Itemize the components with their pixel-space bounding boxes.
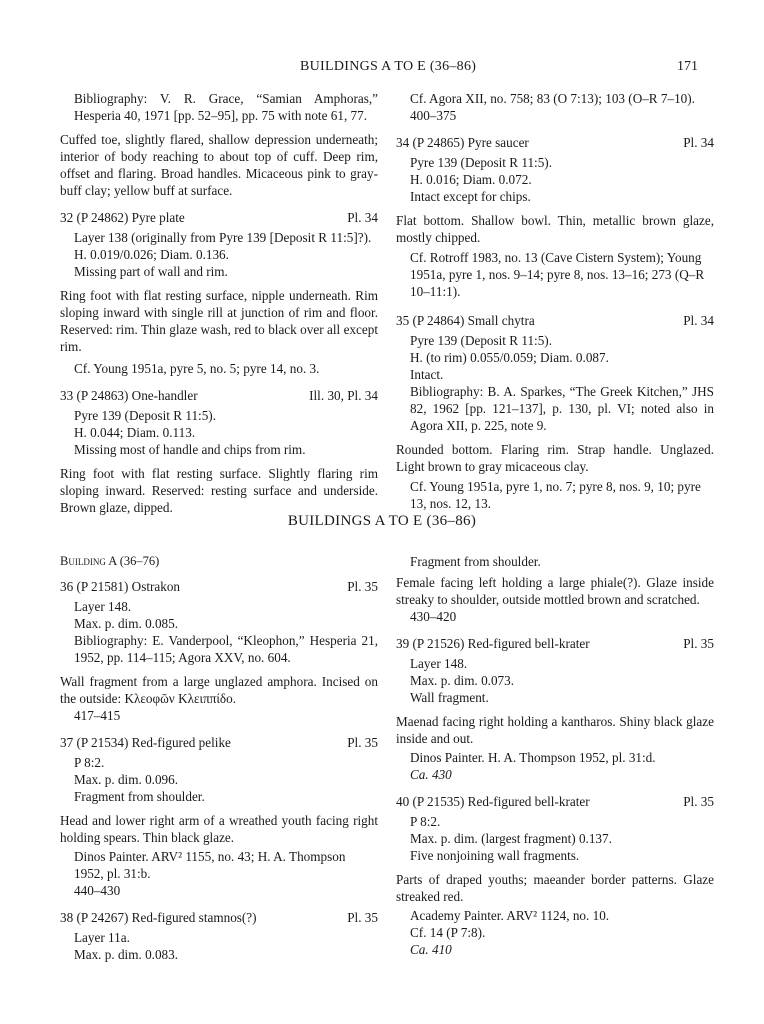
entry-33-context: Pyre 139 (Deposit R 11:5). xyxy=(74,408,216,423)
running-header xyxy=(0,59,764,79)
entry-34-plate: Pl. 34 xyxy=(683,135,714,150)
entry-38-title: 38 (P 24267) Red-figured stamnos(?) xyxy=(60,910,257,925)
entry-40-condition: Five nonjoining wall fragments. xyxy=(410,848,580,863)
entry-39-attribution: Dinos Painter. H. A. Thompson 1952, pl. 31:d. xyxy=(410,750,656,765)
entry-35-header xyxy=(396,312,714,329)
entry-40-dimensions: Max. p. dim. (largest fragment) 0.137. xyxy=(410,831,612,846)
entry-32-title: 32 (P 24862) Pyre plate xyxy=(60,210,185,225)
entry-39-date: Ca. 430 xyxy=(410,767,452,782)
running-title: BUILDINGS A TO E (36–86) xyxy=(300,59,477,74)
entry-33-condition: Missing most of handle and chips from rim. xyxy=(74,442,306,457)
entry-37-plate: Pl. 35 xyxy=(347,735,378,750)
entry-39-description: Maenad facing right holding a kantharos. Shiny black glaze inside and out. xyxy=(396,714,714,746)
entry-32-description: Ring foot with flat resting surface, nipple underneath. Rim sloping inward with single rill at junction of rim and floor. Reserved: rim. Thin glaze wash, red to black over all except rim. xyxy=(60,288,378,354)
bottom-right-column xyxy=(396,553,714,958)
subsection-heading: Building A (36–76) xyxy=(60,554,160,568)
continued-date-38: 430–420 xyxy=(410,609,457,624)
bibliography-31: Bibliography: V. R. Grace, “Samian Amphoras,” Hesperia 40, 1971 [pp. 52–95], pp. 75 with note 61, 77. xyxy=(74,91,378,123)
entry-36-description: Wall fragment from a large unglazed amphora. Incised on the outside: Κλεοφῶν Κλειππίδο. xyxy=(60,674,378,706)
continued-date: 400–375 xyxy=(410,108,457,123)
entry-34-condition: Intact except for chips. xyxy=(410,189,531,204)
entry-35-bibliography: Bibliography: B. A. Sparkes, “The Greek Kitchen,” JHS 82, 1962 [pp. 121–137], p. 130, pl. VI; noted also in Agora XII, p. 225, note 9. xyxy=(410,384,714,433)
entry-33-dimensions: H. 0.044; Diam. 0.113. xyxy=(74,425,196,440)
entry-38-dimensions: Max. p. dim. 0.083. xyxy=(74,947,179,962)
continued-comparanda: Cf. Agora XII, no. 758; 83 (O 7:13); 103 (O–R 7–10). xyxy=(410,91,695,106)
entry-33-header xyxy=(60,387,378,404)
page-number: 171 xyxy=(677,59,698,74)
entry-35-condition: Intact. xyxy=(410,367,444,382)
entry-40-date: Ca. 410 xyxy=(410,942,452,957)
entry-32-comparanda: Cf. Young 1951a, pyre 5, no. 5; pyre 14, no. 3. xyxy=(74,361,320,376)
entry-40-header xyxy=(396,793,714,810)
entry-36-header xyxy=(60,578,378,595)
entry-34-comparanda: Cf. Rotroff 1983, no. 13 (Cave Cistern System); Young 1951a, pyre 1, nos. 9–14; pyre 8, nos. 13–16; 273 (Q–R 10–11:1). xyxy=(410,250,705,299)
entry-34-description: Flat bottom. Shallow bowl. Thin, metallic brown glaze, mostly chipped. xyxy=(396,213,714,245)
entry-36-bibliography: Bibliography: E. Vanderpool, “Kleophon,” Hesperia 21, 1952, pp. 114–115; Agora XXV, no. 604. xyxy=(74,633,378,665)
entry-36-date: 417–415 xyxy=(74,708,121,723)
entry-40-comparanda: Cf. 14 (P 7:8). xyxy=(410,925,486,940)
description-31: Cuffed toe, slightly flared, shallow depression underneath; interior of body reaching to about top of cuff. Deep rim, offset and flaring. Broad handles. Micaceous pink to gray-buff clay; yellow buff at surface. xyxy=(60,132,378,198)
entry-40-attribution: Academy Painter. ARV² 1124, no. 10. xyxy=(410,908,610,923)
entry-39-header xyxy=(396,635,714,652)
entry-32-dimensions: H. 0.019/0.026; Diam. 0.136. xyxy=(74,247,229,262)
entry-39-dimensions: Max. p. dim. 0.073. xyxy=(410,673,515,688)
entry-40-context: P 8:2. xyxy=(410,814,441,829)
entry-37-attribution: Dinos Painter. ARV² 1155, no. 43; H. A. Thompson 1952, pl. 31:b. xyxy=(74,849,346,881)
entry-34-dimensions: H. 0.016; Diam. 0.072. xyxy=(410,172,532,187)
entry-36-plate: Pl. 35 xyxy=(347,579,378,594)
entry-39-title: 39 (P 21526) Red-figured bell-krater xyxy=(396,636,590,651)
entry-37-header xyxy=(60,734,378,751)
entry-37-dimensions: Max. p. dim. 0.096. xyxy=(74,772,179,787)
continued-condition: Fragment from shoulder. xyxy=(410,554,541,569)
entry-40-plate: Pl. 35 xyxy=(683,794,714,809)
entry-37-context: P 8:2. xyxy=(74,755,105,770)
entry-38-context: Layer 11a. xyxy=(74,930,130,945)
entry-36-context: Layer 148. xyxy=(74,599,132,614)
entry-32-condition: Missing part of wall and rim. xyxy=(74,264,228,279)
entry-33-plate: Ill. 30, Pl. 34 xyxy=(309,388,378,403)
entry-40-description: Parts of draped youths; maeander border patterns. Glaze streaked red. xyxy=(396,872,714,904)
entry-34-header xyxy=(396,134,714,151)
entry-35-comparanda: Cf. Young 1951a, pyre 1, no. 7; pyre 8, nos. 9, 10; pyre 13, nos. 12, 13. xyxy=(410,479,701,511)
entry-32-context: Layer 138 (originally from Pyre 139 [Deposit R 11:5]?). xyxy=(74,230,372,245)
entry-36-dimensions: Max. p. dim. 0.085. xyxy=(74,616,179,631)
entry-34-context: Pyre 139 (Deposit R 11:5). xyxy=(410,155,552,170)
entry-37-date: 440–430 xyxy=(74,883,121,898)
bottom-left-column xyxy=(60,553,378,963)
section-title: BUILDINGS A TO E (36–86) xyxy=(287,513,477,529)
entry-34-title: 34 (P 24865) Pyre saucer xyxy=(396,135,529,150)
entry-32-header xyxy=(60,209,378,226)
entry-35-context: Pyre 139 (Deposit R 11:5). xyxy=(410,333,552,348)
entry-39-condition: Wall fragment. xyxy=(410,690,489,705)
entry-37-title: 37 (P 21534) Red-figured pelike xyxy=(60,735,231,750)
continued-description: Female facing left holding a large phiale(?). Glaze inside streaky to shoulder, outside mottled brown and scratched. xyxy=(396,575,714,607)
entry-35-title: 35 (P 24864) Small chytra xyxy=(396,313,535,328)
entry-37-condition: Fragment from shoulder. xyxy=(74,789,205,804)
top-right-column xyxy=(396,90,714,512)
entry-33-description: Ring foot with flat resting surface. Slightly flaring rim sloping inward. Reserved: resting surface and underside. Brown glaze, dipped. xyxy=(60,466,378,515)
entry-33-title: 33 (P 24863) One-handler xyxy=(60,388,198,403)
entry-38-header xyxy=(60,909,378,926)
entry-38-plate: Pl. 35 xyxy=(347,910,378,925)
entry-40-title: 40 (P 21535) Red-figured bell-krater xyxy=(396,794,590,809)
entry-35-description: Rounded bottom. Flaring rim. Strap handle. Unglazed. Light brown to gray micaceous clay. xyxy=(396,442,714,474)
entry-39-plate: Pl. 35 xyxy=(683,636,714,651)
entry-36-title: 36 (P 21581) Ostrakon xyxy=(60,579,181,594)
entry-32-plate: Pl. 34 xyxy=(347,210,378,225)
entry-39-context: Layer 148. xyxy=(410,656,468,671)
entry-35-dimensions: H. (to rim) 0.055/0.059; Diam. 0.087. xyxy=(410,350,609,365)
entry-37-description: Head and lower right arm of a wreathed youth facing right holding spears. Thin black glaze. xyxy=(60,813,378,845)
entry-35-plate: Pl. 34 xyxy=(683,313,714,328)
top-left-column xyxy=(60,90,378,516)
